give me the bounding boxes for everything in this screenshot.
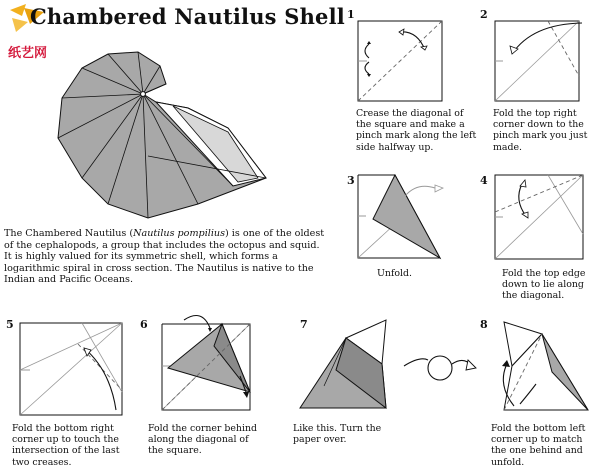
step-2-caption: Fold the top right corner down to the pinch mark you just made. <box>493 108 588 153</box>
nautilus-model-illustration <box>38 28 270 222</box>
step-2-number: 2 <box>480 8 488 21</box>
step-1-diagram <box>355 18 449 104</box>
step-3-diagram <box>355 172 473 262</box>
step-8-number: 8 <box>480 318 488 331</box>
step-3-caption: Unfold. <box>377 268 413 279</box>
step-7-diagram <box>294 316 394 416</box>
step-5-diagram <box>12 320 128 420</box>
step-7-caption: Like this. Turn the paper over. <box>293 423 382 446</box>
step-7-number: 7 <box>300 318 308 331</box>
step-6-number: 6 <box>140 318 148 331</box>
turn-over-arrow-icon <box>400 344 480 388</box>
step-5-number: 5 <box>6 318 14 331</box>
step-5-caption: Fold the bottom right corner up to touch the intersection of the last two creases. <box>12 423 120 468</box>
step-4-number: 4 <box>480 174 488 187</box>
step-4-caption: Fold the top edge down to lie along the diagonal. <box>502 268 586 302</box>
step-1-caption: Crease the diagonal of the square and make a pinch mark along the left side halfway up. <box>356 108 477 153</box>
intro-paragraph: The Chambered Nautilus (Nautilus pompilius) is one of the oldest of the cephalopods, a group that includes the octopus and squid. It is highly valued for its symmetric shell, which forms a logarithmic spiral in cross section. The Nautilus is native to the Indian and Pacific Oceans. <box>4 228 325 286</box>
step-3-number: 3 <box>347 174 355 187</box>
step-2-diagram <box>492 18 590 104</box>
species-name: Nautilus pompilius <box>133 228 226 239</box>
step-8-caption: Fold the bottom left corner up to match the one behind and unfold. <box>491 423 586 468</box>
step-1-number: 1 <box>347 8 355 21</box>
watermark-text: 纸艺网 <box>8 46 48 61</box>
step-8-diagram <box>490 314 594 418</box>
page-title: Chambered Nautilus Shell <box>30 4 345 29</box>
step-6-diagram <box>150 310 262 420</box>
step-6-caption: Fold the corner behind along the diagonal of the square. <box>148 423 257 457</box>
step-4-diagram <box>492 172 590 264</box>
